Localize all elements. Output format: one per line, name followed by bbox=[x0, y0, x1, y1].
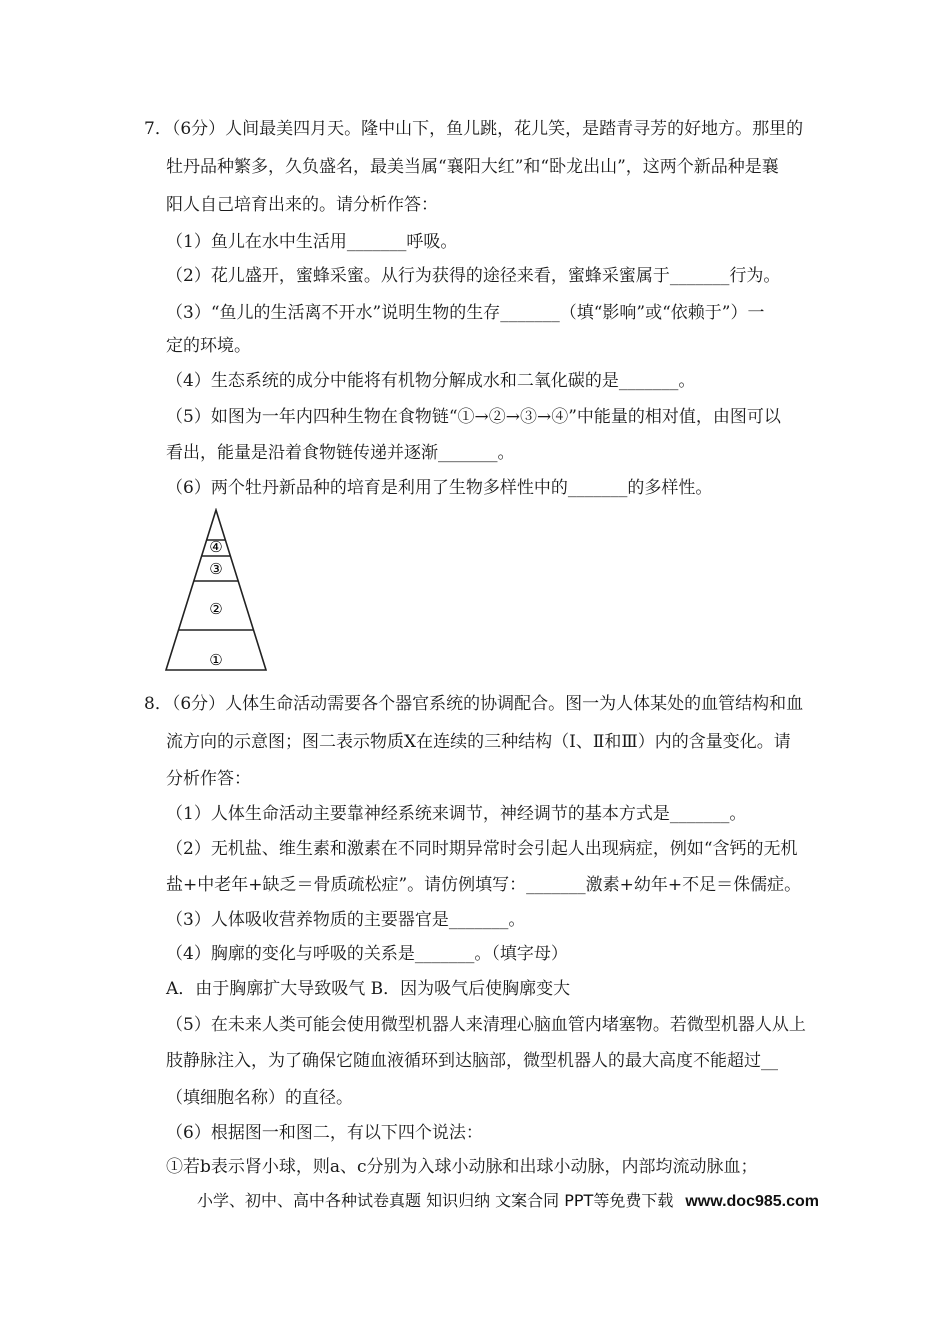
footer-url-link[interactable]: www.doc985.com bbox=[685, 1193, 820, 1210]
q7-sub-5: （5）如图为一年内四种生物在食物链“①→②→③→④”中能量的相对值，由图可以 bbox=[166, 407, 781, 427]
q7-sub-2: （2）花儿盛开，蜜蜂采蜜。从行为获得的途径来看，蜜蜂采蜜属于_______行为。 bbox=[166, 266, 781, 286]
pyramid-label-1: ① bbox=[209, 651, 223, 669]
q8-sub-4: （4）胸廓的变化与呼吸的关系是_______。（填字母） bbox=[166, 944, 568, 964]
q7-stem-line-2: 牡丹品种繁多，久负盛名，最美当属“襄阳大红”和“卧龙出山”，这两个新品种是襄 bbox=[166, 157, 779, 177]
q8-sub-5-cont-2: （填细胞名称）的直径。 bbox=[166, 1088, 353, 1108]
q8-sub-3: （3）人体吸收营养物质的主要器官是_______。 bbox=[166, 910, 526, 930]
footer-text: 小学、初中、高中各种试卷真题 知识归纳 文案合同 PPT等免费下载 bbox=[197, 1191, 674, 1210]
q8-sub-4-options: A．由于胸廓扩大导致吸气 B．因为吸气后使胸廓变大 bbox=[166, 979, 571, 999]
q7-sub-3-cont: 定的环境。 bbox=[166, 336, 251, 356]
page-footer bbox=[197, 1190, 819, 1213]
q8-stem-line-3: 分析作答： bbox=[166, 769, 251, 789]
q8-sub-2-cont: 盐+中老年+缺乏＝骨质疏松症”。请仿例填写：_______激素+幼年+不足＝侏儒症。 bbox=[166, 875, 802, 895]
q7-sub-5-cont: 看出，能量是沿着食物链传递并逐渐_______。 bbox=[166, 443, 515, 463]
q8-sub-1: （1）人体生命活动主要靠神经系统来调节，神经调节的基本方式是_______。 bbox=[166, 804, 747, 824]
pyramid-label-4: ④ bbox=[209, 538, 223, 556]
pyramid-label-2: ② bbox=[209, 600, 223, 618]
q8-sub-6: （6）根据图一和图二，有以下四个说法： bbox=[166, 1123, 483, 1143]
energy-pyramid-figure bbox=[165, 508, 267, 672]
q8-stem-line-2: 流方向的示意图；图二表示物质X在连续的三种结构（Ⅰ、Ⅱ和Ⅲ）内的含量变化。请 bbox=[166, 732, 791, 752]
q7-sub-1: （1）鱼儿在水中生活用_______呼吸。 bbox=[166, 232, 458, 252]
pyramid-label-3: ③ bbox=[209, 560, 223, 578]
q8-sub-5: （5）在未来人类可能会使用微型机器人来清理心脑血管内堵塞物。若微型机器人从上 bbox=[166, 1015, 806, 1035]
q7-stem-line-3: 阳人自己培育出来的。请分析作答： bbox=[166, 195, 438, 215]
q8-sub-2: （2）无机盐、维生素和激素在不同时期异常时会引起人出现病症，例如“含钙的无机 bbox=[166, 839, 798, 859]
q7-stem-line-1: 7．（6分）人间最美四月天。隆中山下，鱼儿跳，花儿笑，是踏青寻芳的好地方。那里的 bbox=[144, 119, 804, 139]
q8-sub-6-statement-1: ①若b表示肾小球，则a、c分别为入球小动脉和出球小动脉，内部均流动脉血； bbox=[166, 1157, 758, 1177]
q8-stem-line-1: 8．（6分）人体生命活动需要各个器官系统的协调配合。图一为人体某处的血管结构和血 bbox=[144, 694, 804, 714]
q8-sub-5-cont: 肢静脉注入，为了确保它随血液循环到达脑部，微型机器人的最大高度不能超过__ bbox=[166, 1051, 778, 1071]
q7-sub-3: （3）“鱼儿的生活离不开水”说明生物的生存_______（填“影响”或“依赖于”）一 bbox=[166, 303, 765, 323]
q7-sub-4: （4）生态系统的成分中能将有机物分解成水和二氧化碳的是_______。 bbox=[166, 371, 696, 391]
q7-sub-6: （6）两个牡丹新品种的培育是利用了生物多样性中的_______的多样性。 bbox=[166, 478, 713, 498]
